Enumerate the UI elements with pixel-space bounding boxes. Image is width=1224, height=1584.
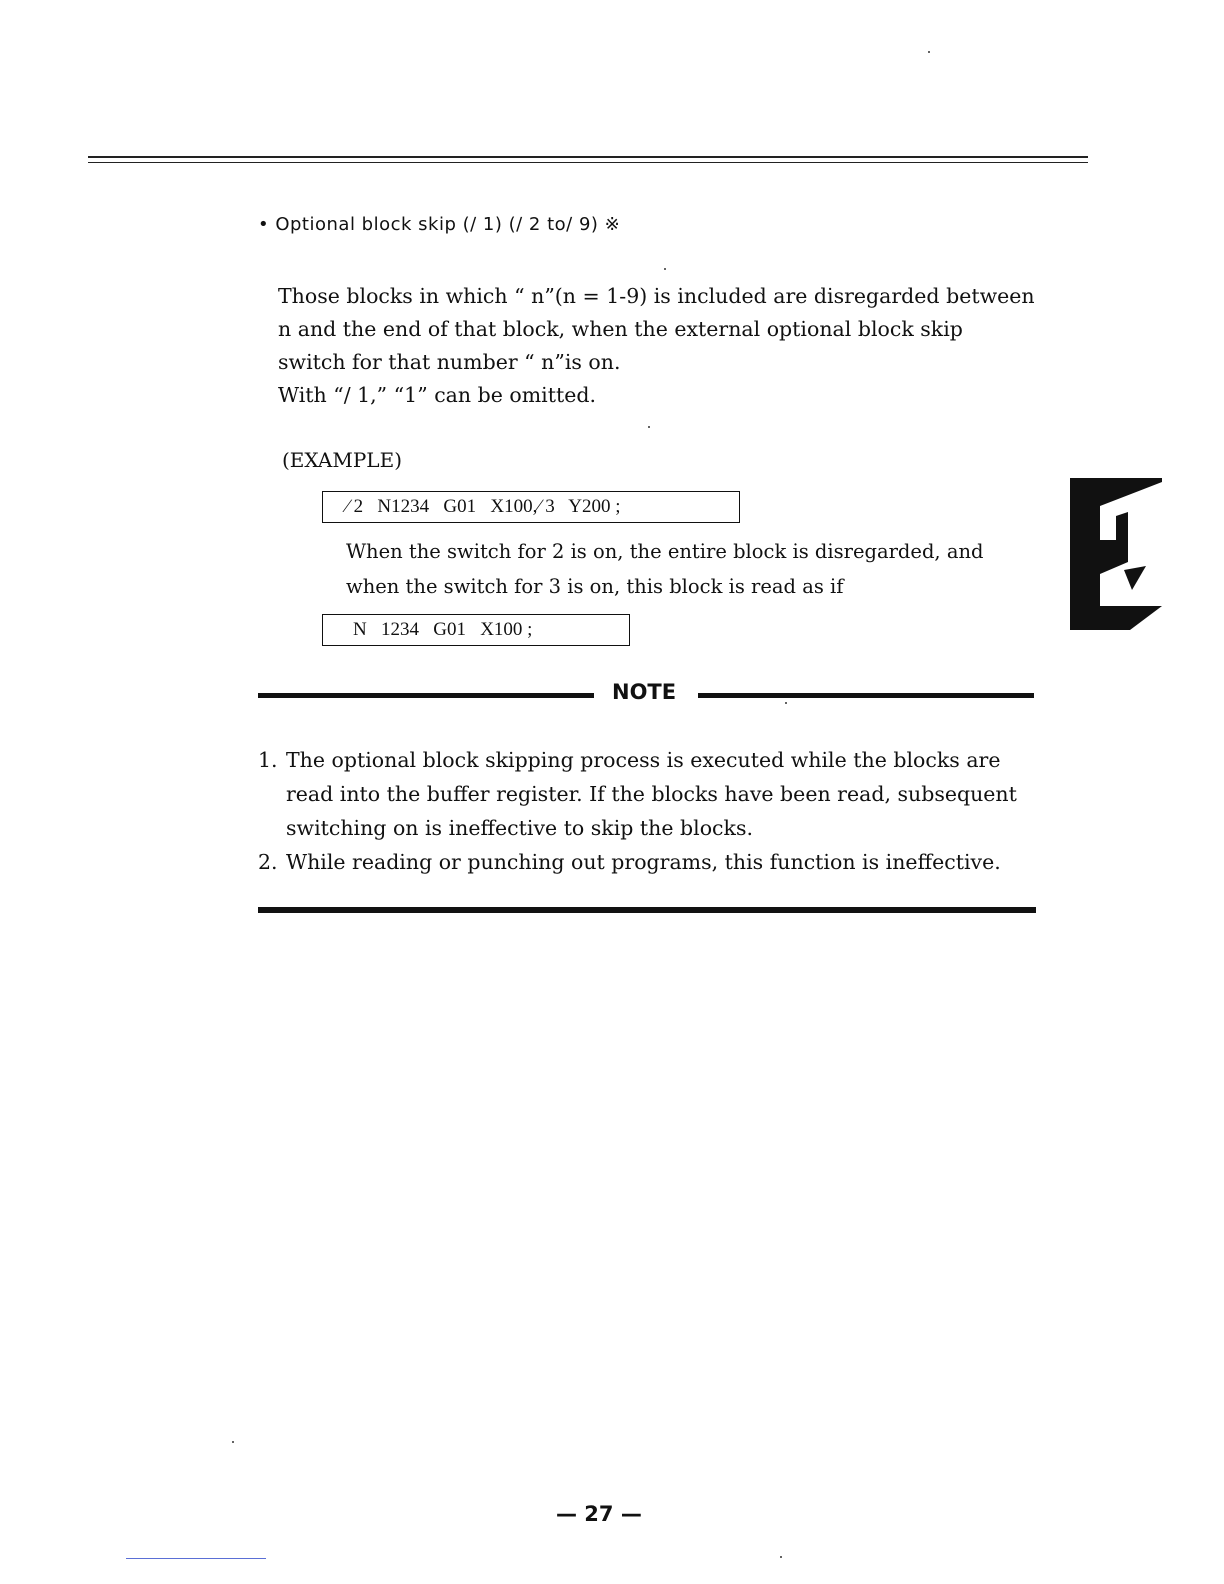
- scan-dot: [664, 268, 666, 270]
- note-item: [258, 743, 1048, 845]
- explanation-line: when the switch for 3 is on, this block is read as if: [346, 575, 844, 598]
- scan-dot: [928, 51, 930, 53]
- section-heading: • Optional block skip (∕ 1) (∕ 2 to∕ 9) ※: [258, 214, 621, 235]
- note-rule-left: [258, 693, 594, 698]
- scan-dot: [785, 702, 787, 704]
- note-line: switching on is ineffective to skip the blocks.: [286, 816, 753, 840]
- note-number: 2.: [258, 850, 278, 874]
- note-number: 1.: [258, 748, 278, 772]
- note-title: NOTE: [612, 680, 677, 704]
- scan-dot: [648, 426, 650, 428]
- example-code-block-1: ∕ 2 N1234 G01 X100,∕ 3 Y200 ;: [322, 491, 740, 523]
- top-rule-lower: [88, 162, 1088, 163]
- page-number: — 27 —: [556, 1502, 642, 1526]
- intro-line: n and the end of that block, when the external optional block skip: [278, 317, 963, 341]
- scan-dot: [780, 1556, 782, 1558]
- top-rule-upper: [88, 156, 1088, 158]
- scan-dot: [232, 1441, 234, 1443]
- intro-line: Those blocks in which “ n”(n = 1-9) is included are disregarded between: [278, 284, 1035, 308]
- explanation-line: When the switch for 2 is on, the entire block is disregarded, and: [346, 540, 984, 563]
- intro-line: With “∕ 1,” “1” can be omitted.: [278, 383, 596, 407]
- example-code-block-2: N 1234 G01 X100 ;: [322, 614, 630, 646]
- chapter-tab-2-icon: [1070, 478, 1162, 634]
- note-line: read into the buffer register. If the blocks have been read, subsequent: [286, 782, 1017, 806]
- note-item: [258, 845, 1048, 879]
- notes-list: [258, 743, 1048, 879]
- example-explanation: [346, 534, 1046, 604]
- note-rule-right: [698, 693, 1034, 698]
- scan-edge-line: [126, 1558, 266, 1559]
- intro-line: switch for that number “ n”is on.: [278, 350, 621, 374]
- example-label: (EXAMPLE): [282, 448, 402, 472]
- note-line: While reading or punching out programs, this function is ineffective.: [286, 850, 1001, 874]
- note-bottom-rule: [258, 907, 1036, 913]
- intro-paragraph: [278, 280, 1038, 412]
- note-line: The optional block skipping process is executed while the blocks are: [286, 748, 1001, 772]
